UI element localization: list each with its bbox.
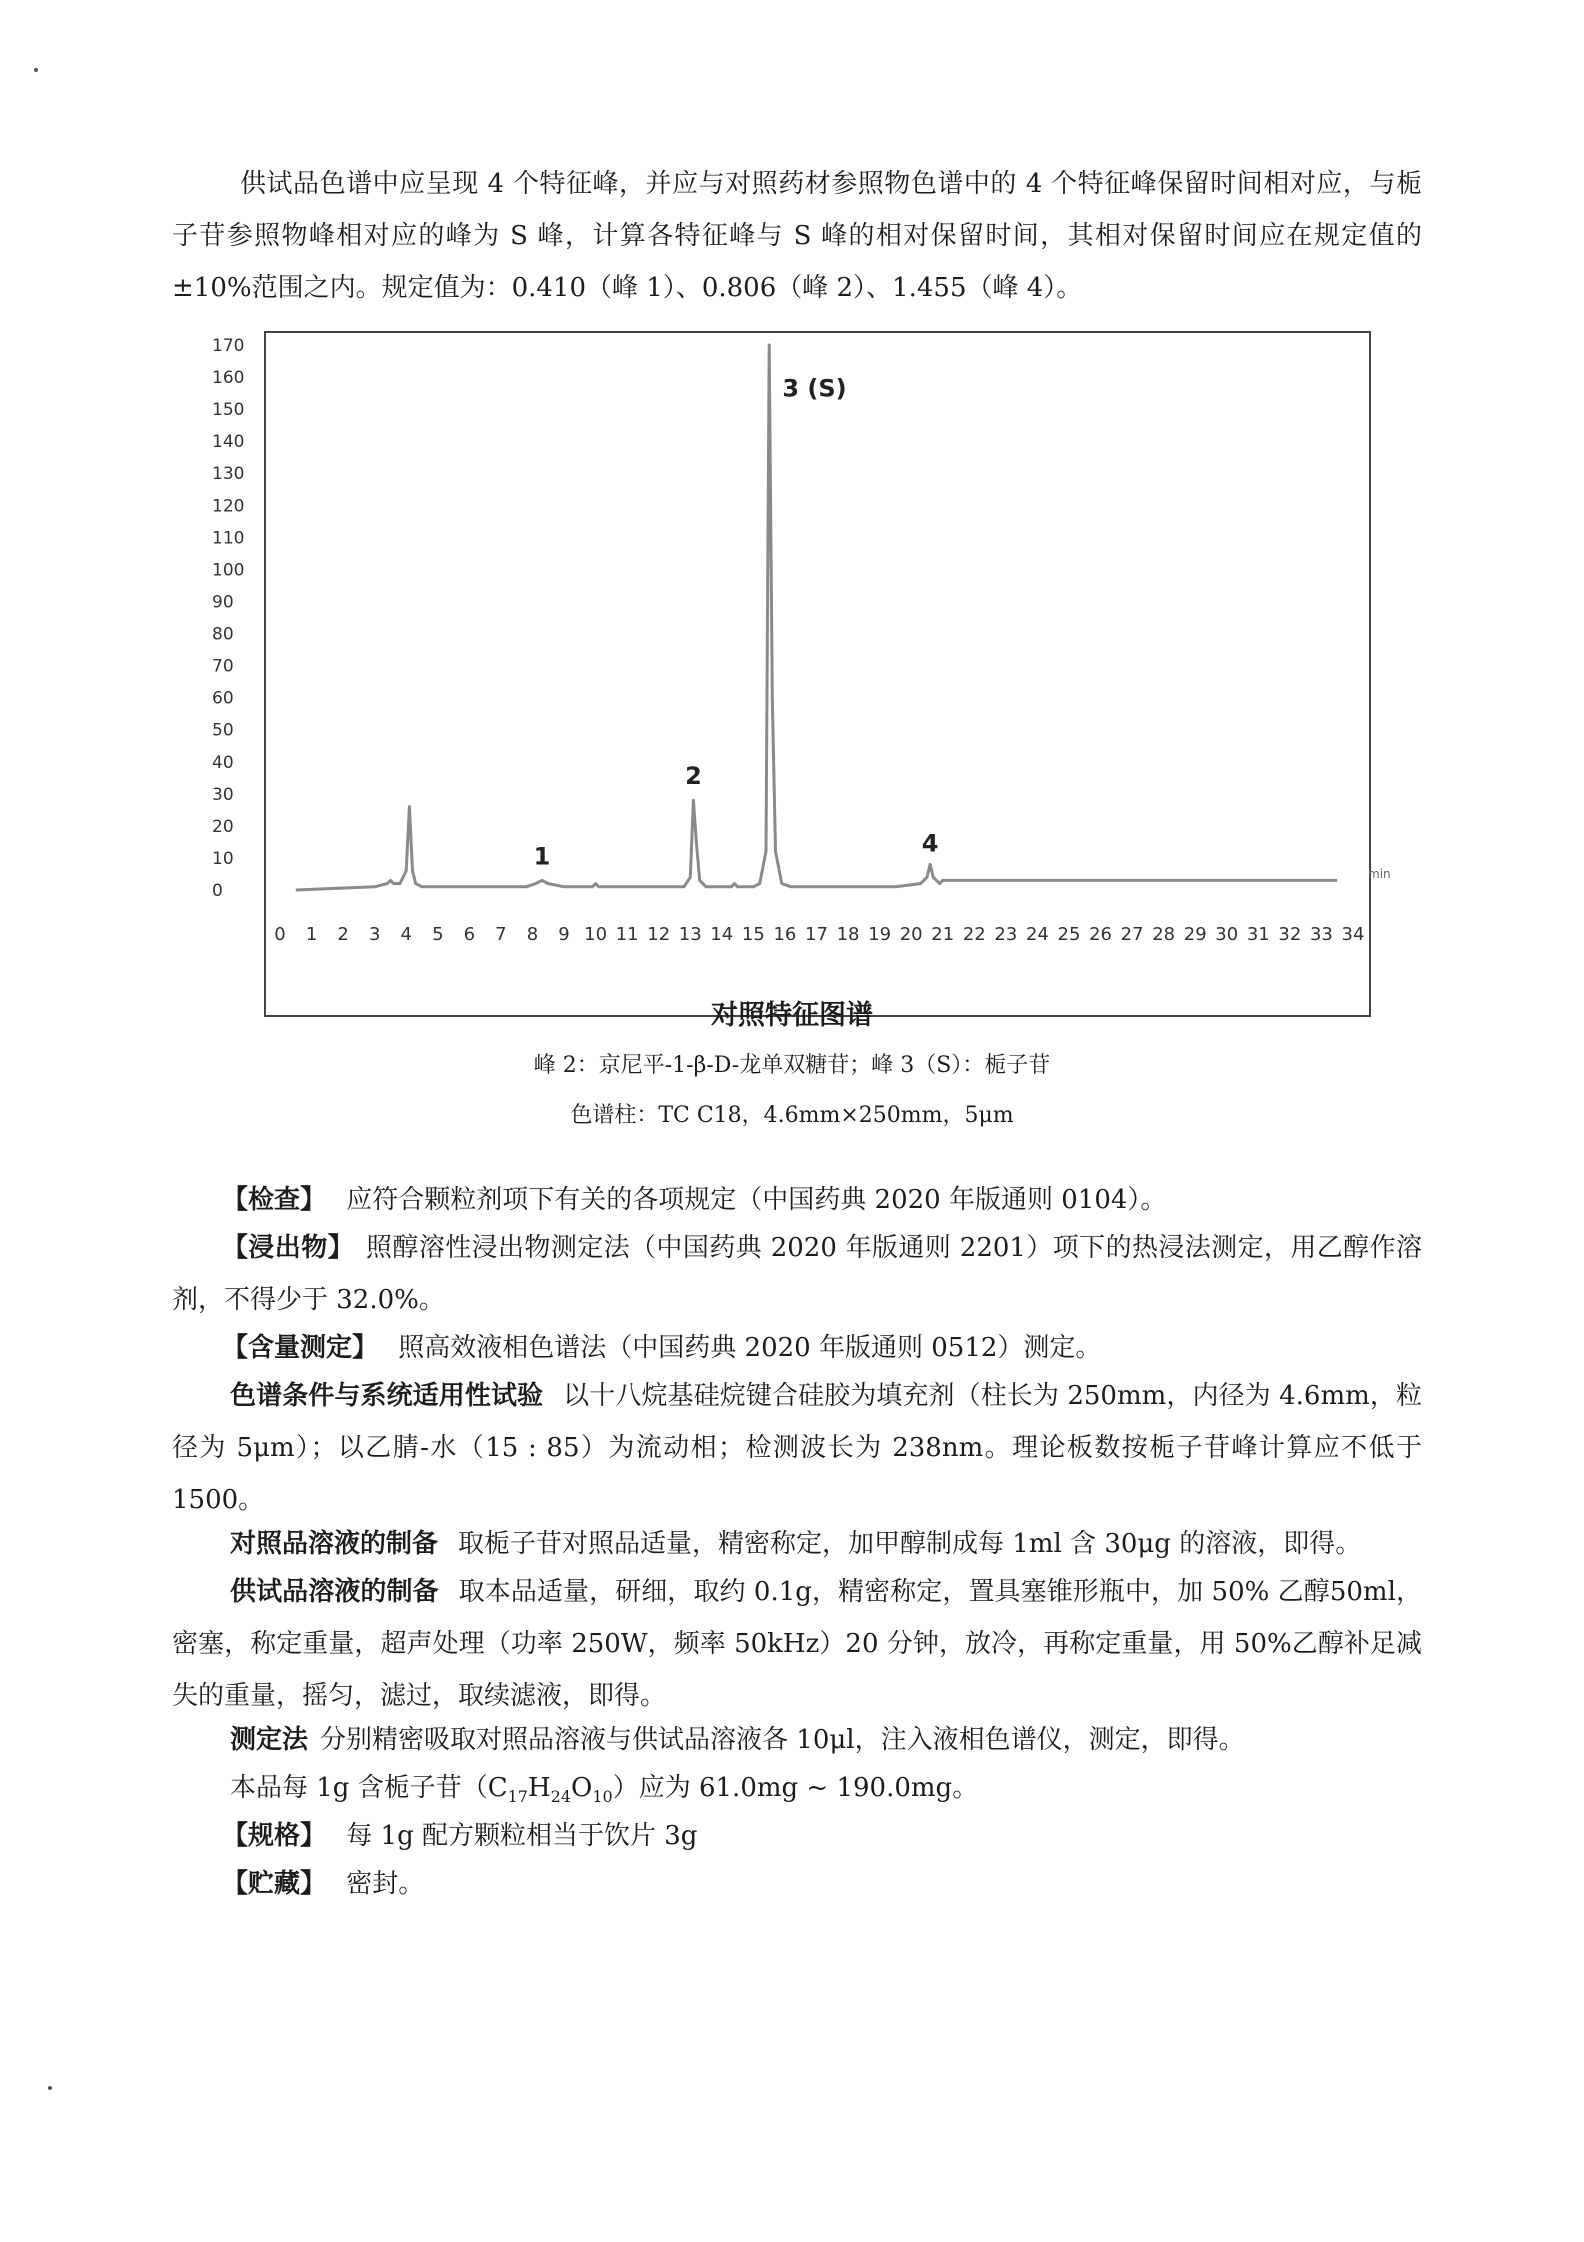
y-tick-label: 0 [212, 881, 223, 901]
y-tick-label: 110 [212, 528, 245, 549]
x-tick-label: 4 [400, 924, 412, 945]
y-tick-label: 40 [212, 752, 234, 773]
intro-line-1: 供试品色谱中应呈现 4 个特征峰，并应与对照药材参照物色谱中的 4 个特征峰保留时间相对应， [240, 169, 1370, 199]
x-tick-label: 8 [526, 924, 539, 945]
x-tick-label: 33 [1309, 924, 1333, 945]
inspection-section [222, 1174, 1422, 1226]
y-tick-label: 90 [212, 592, 234, 613]
reference-solution-heading: 对照品溶液的制备 [230, 1529, 439, 1559]
x-tick-label: 28 [1152, 924, 1176, 945]
peak-label: 4 [921, 829, 939, 858]
x-tick-label: 31 [1246, 924, 1270, 945]
x-tick-label: 7 [495, 924, 507, 945]
chromatogram-line [296, 345, 1337, 890]
assay-section [222, 1322, 1422, 1374]
y-tick-label: 120 [212, 496, 245, 517]
formula-c-subscript: 17 [507, 1787, 528, 1807]
x-tick-label: 34 [1341, 924, 1365, 945]
x-tick-label: 13 [678, 924, 702, 945]
formula-o-subscript: 10 [592, 1787, 613, 1807]
test-solution-heading: 供试品溶液的制备 [230, 1577, 439, 1607]
assay-heading: 【含量测定】 [222, 1333, 379, 1363]
y-tick-label: 130 [212, 464, 245, 485]
content-pre: 本品每 1g 含栀子苷（C [230, 1773, 508, 1803]
peak-label: 2 [685, 762, 702, 791]
x-tick-label: 1 [305, 924, 318, 945]
storage-section [222, 1858, 1422, 1910]
peak-label: 3 (S) [782, 374, 847, 403]
x-tick-label: 24 [1025, 924, 1049, 945]
storage-heading: 【贮藏】 [222, 1869, 327, 1899]
chart-peak-caption: 峰 2：京尼平-1-β-D-龙单双糖苷；峰 3（S）：栀子苷 [533, 1053, 1051, 1078]
formula-h: H [527, 1773, 551, 1803]
x-tick-label: 23 [994, 924, 1018, 945]
test-solution-line-2: 50ml，密塞，称定重量，超声处理（功率 250W，频率 50kHz）20 分钟，放冷，再称定重量，用 50% [172, 1577, 1422, 1659]
chrom-conditions-line-1: 以十八烷基硅烷键合硅胶为填充剂（柱长为 250mm，内径为 4.6mm， [563, 1381, 1396, 1411]
storage-text: 密封。 [346, 1869, 425, 1899]
x-tick-label: 5 [432, 924, 444, 945]
y-tick-label: 30 [212, 784, 234, 805]
y-tick-label: 100 [212, 560, 245, 581]
x-tick-label: 15 [741, 924, 765, 945]
intro-line-2: 与栀子苷参照物峰相对应的峰为 S 峰，计算各特征峰与 S 峰的相对保留时间，其相对保留时间应在规 [172, 169, 1422, 251]
extract-line-1: 照醇溶性浸出物测定法（中国药典 2020 年版通则 2201）项下的热浸法测定，用乙 [366, 1233, 1344, 1263]
y-tick-label: 160 [212, 368, 245, 389]
x-tick-label: 26 [1089, 924, 1112, 945]
y-tick-label: 80 [212, 624, 234, 645]
y-tick-label: 70 [212, 656, 234, 677]
chart-title: 对照特征图谱 [711, 1000, 873, 1031]
y-tick-label: 140 [212, 432, 245, 453]
y-axis [212, 336, 244, 901]
x-tick-label: 2 [337, 924, 349, 945]
x-tick-label: 3 [368, 924, 381, 945]
extract-line-2: 醇作溶剂，不得少于 32.0%。 [172, 1233, 1422, 1315]
x-tick-label: 18 [836, 924, 860, 945]
x-unit-label: min [1368, 867, 1391, 881]
x-tick-label: 6 [463, 924, 476, 945]
chart-column-caption: 色谱柱：TC C18，4.6mm×250mm，5μm [570, 1103, 1014, 1128]
y-tick-label: 170 [212, 336, 245, 356]
x-tick-label: 32 [1278, 924, 1302, 945]
y-tick-label: 10 [212, 848, 234, 869]
extract-section [172, 1222, 1422, 1326]
content-post: ）应为 61.0mg ~ 190.0mg。 [612, 1773, 979, 1803]
x-tick-label: 9 [558, 924, 570, 945]
chart-frame [265, 332, 1370, 1016]
chrom-conditions-heading: 色谱条件与系统适用性试验 [230, 1381, 544, 1411]
formula-h-subscript: 24 [550, 1787, 572, 1807]
x-tick-label: 16 [773, 924, 797, 945]
reference-solution-section [172, 1518, 1422, 1570]
test-solution-line-1: 取本品适量，研细，取约 0.1g，精密称定，置具塞锥形瓶中，加 50% 乙醇 [458, 1577, 1330, 1607]
x-tick-label: 27 [1120, 924, 1144, 945]
x-axis [274, 924, 1364, 945]
intro-paragraph [172, 158, 1422, 314]
x-tick-label: 10 [584, 924, 608, 945]
scan-speck [48, 2086, 52, 2090]
method-section [172, 1714, 1422, 1766]
test-solution-section [172, 1566, 1422, 1722]
peak-labels [534, 374, 939, 870]
reference-solution-text: 取栀子苷对照品适量，精密称定，加甲醇制成每 1ml 含 30μg 的溶液，即得。 [458, 1529, 1362, 1559]
formula-o: O [571, 1773, 593, 1803]
extract-heading: 【浸出物】 [222, 1233, 355, 1263]
method-text: 分别精密吸取对照品溶液与供试品溶液各 10μl，注入液相色谱仪，测定，即得。 [320, 1725, 1245, 1755]
x-tick-label: 0 [274, 924, 286, 945]
chrom-conditions-line-3: 于 1500。 [172, 1433, 1422, 1515]
x-tick-label: 17 [805, 924, 828, 945]
intro-line-3: 定值的±10%范围之内。规定值为：0.410（峰 1）、0.806（峰 2）、1.455（峰 4）。 [172, 221, 1422, 303]
chrom-conditions-section [172, 1370, 1422, 1526]
x-tick-label: 29 [1183, 924, 1207, 945]
spec-heading: 【规格】 [222, 1821, 327, 1851]
spec-text: 每 1g 配方颗粒相当于饮片 3g [346, 1821, 698, 1851]
y-tick-label: 60 [212, 688, 234, 709]
spec-section [222, 1810, 1422, 1862]
test-solution-line-3: 乙醇补足减失的重量，摇匀，滤过，取续滤液，即得。 [172, 1629, 1422, 1711]
x-tick-label: 20 [899, 924, 923, 945]
y-tick-label: 50 [212, 720, 234, 741]
chromatogram-trace [296, 345, 1337, 890]
peak-label: 1 [533, 842, 551, 871]
chrom-conditions-line-2: 粒径为 5μm）；以乙腈-水（15 : 85）为流动相；检测波长为 238nm。理论板数按栀子苷峰计算应不低 [172, 1381, 1422, 1463]
y-tick-label: 20 [212, 816, 234, 837]
x-tick-label: 11 [615, 924, 639, 945]
x-tick-label: 14 [710, 924, 734, 945]
x-tick-label: 12 [647, 924, 671, 945]
y-tick-label: 150 [212, 400, 245, 421]
inspection-heading: 【检查】 [222, 1185, 327, 1215]
method-heading: 测定法 [230, 1725, 309, 1755]
x-tick-label: 21 [931, 924, 955, 945]
x-tick-label: 19 [868, 924, 892, 945]
x-tick-label: 25 [1057, 924, 1081, 945]
scan-speck [34, 68, 38, 72]
x-tick-label: 30 [1215, 924, 1239, 945]
inspection-text: 应符合颗粒剂项下有关的各项规定（中国药典 2020 年版通则 0104）。 [346, 1185, 1167, 1215]
assay-text: 照高效液相色谱法（中国药典 2020 年版通则 0512）测定。 [398, 1333, 1102, 1363]
x-tick-label: 22 [962, 924, 986, 945]
